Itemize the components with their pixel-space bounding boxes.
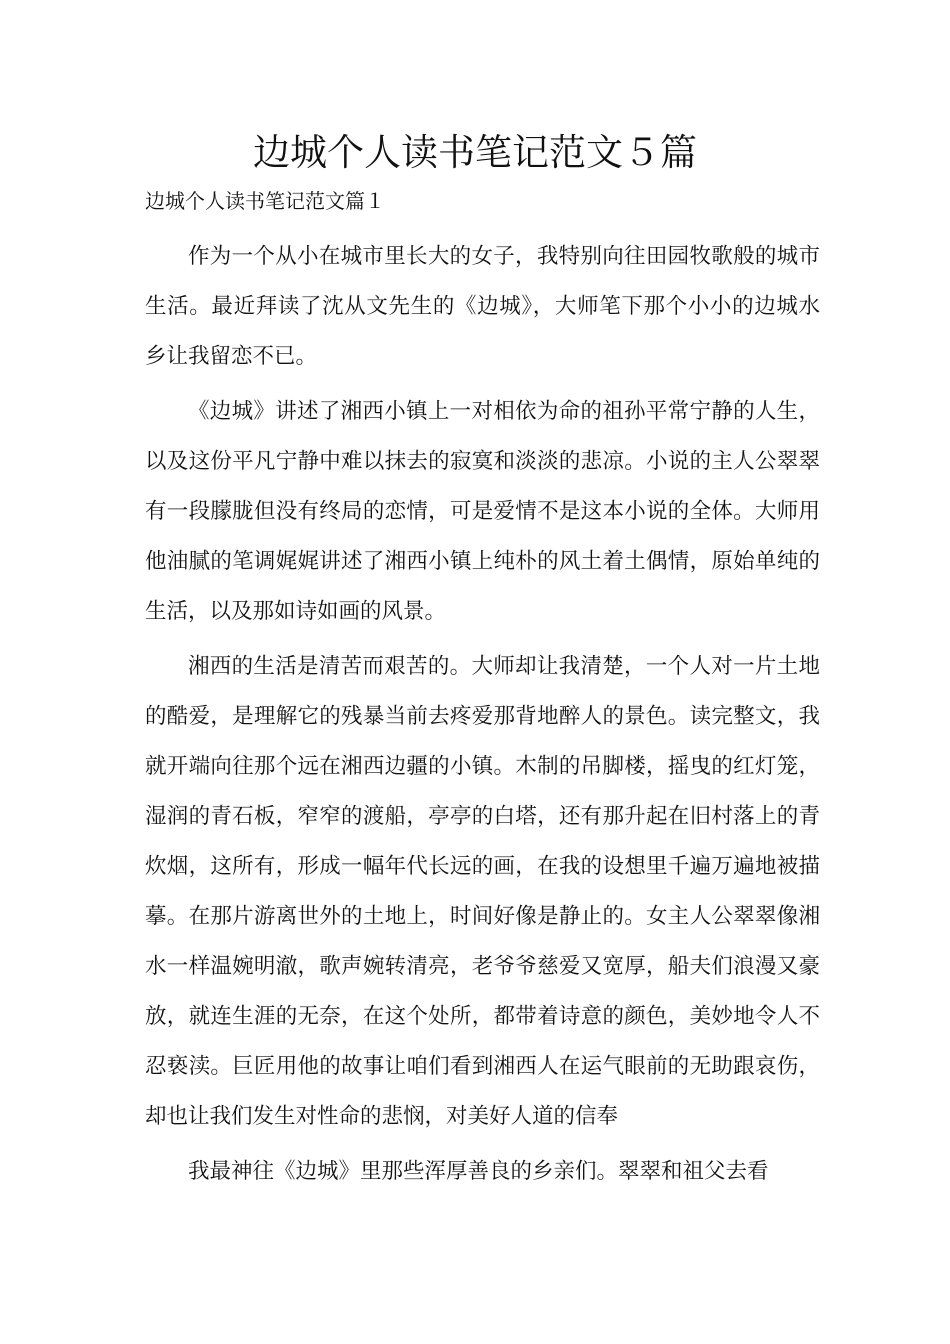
document-title: 边城个人读书笔记范文５篇	[253, 131, 697, 174]
section-heading: 边城个人读书笔记范文篇１	[145, 189, 385, 213]
paragraph-1: 作为一个从小在城市里长大的女子，我特别向往田园牧歌般的城市生活。最近拜读了沈从文先生的《边城》，大师笔下那个小小的边城水乡让我留恋不已。	[145, 244, 820, 369]
paragraph-4: 我最神往《边城》里那些浑厚善良的乡亲们。翠翠和祖父去看	[188, 1159, 769, 1184]
document-body	[145, 232, 820, 1202]
paragraph-2: 《边城》讲述了湘西小镇上一对相依为命的祖孙平常宁静的人生，以及这份平凡宁静中难以抹去的寂寞和淡淡的悲凉。小说的主人公翠翠有一段朦胧但没有终局的恋情，可是爱情不是这本小说的全体。大师用他油腻的笔调娓娓讲述了湘西小镇上纯朴的风土着土偶情，原始单纯的生活，以及那如诗如画的风景。	[145, 399, 820, 624]
paragraph-3: 湘西的生活是清苦而艰苦的。大师却让我清楚，一个人对一片土地的酷爱，是理解它的残暴当前去疼爱那背地醉人的景色。读完整文，我就开端向往那个远在湘西边疆的小镇。木制的吊脚楼，摇曳的红灯笼，湿润的青石板，窄窄的渡船，亭亭的白塔，还有那升起在旧村落上的青炊烟，这所有，形成一幅年代长远的画，在我的设想里千遍万遍地被描摹。在那片游离世外的土地上，时间好像是静止的。女主人公翠翠像湘水一样温婉明澈，歌声婉转清亮，老爷爷慈爱又宽厚，船夫们浪漫又豪放，就连生涯的无奈，在这个处所，都带着诗意的颜色，美妙地令人不忍亵渎。巨匠用他的故事让咱们看到湘西人在运气眼前的无助跟哀伤，却也让我们发生对性命的悲悯，对美好人道的信奉	[145, 654, 820, 1129]
